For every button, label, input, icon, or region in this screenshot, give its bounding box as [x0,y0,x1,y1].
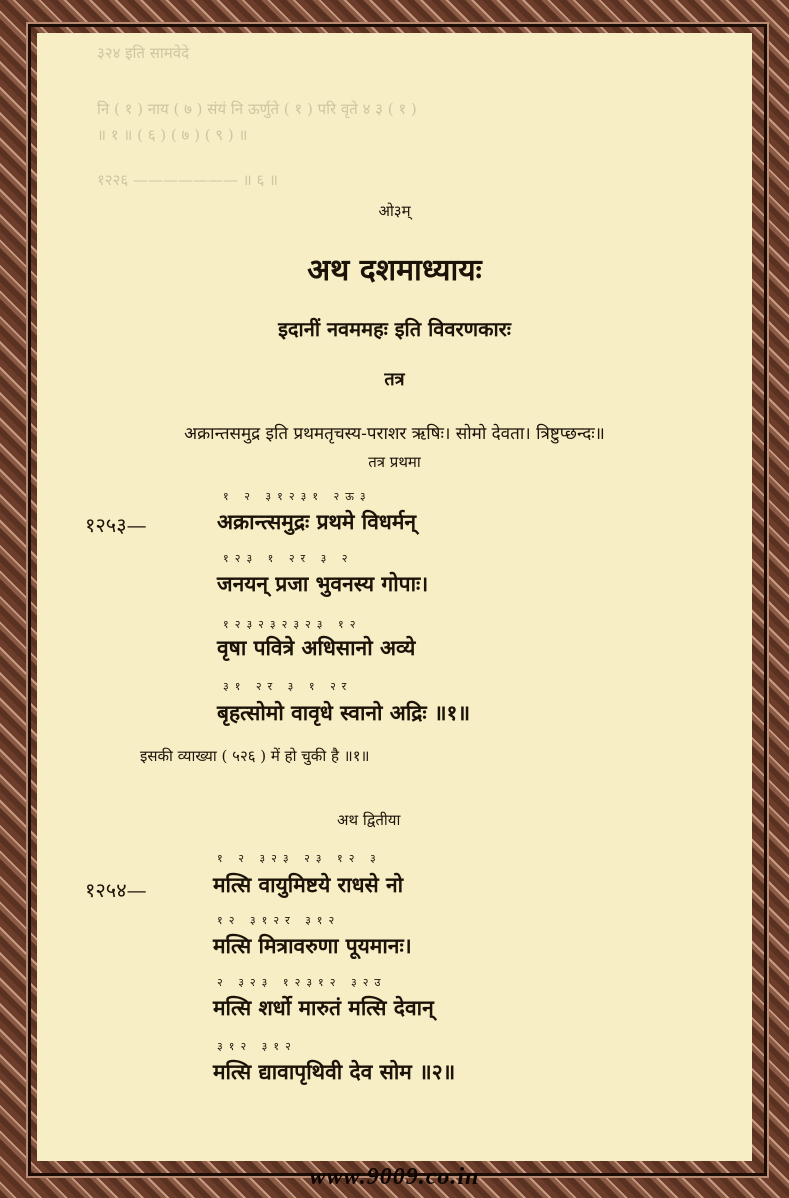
accent-marks: १ २ ३१२३१ २ऊ३ [223,490,372,503]
website-footer: www.9009.co.in [309,1164,480,1190]
bleed-through-text: ॥ १ ॥ ( ६ ) ( ७ ) ( ९ ) ॥ [97,126,248,144]
page [37,33,752,1161]
atha-dvitiya-label: अथ द्वितीया [337,811,401,829]
accent-marks: १ २ ३२३ २३ १२ ३ [217,852,382,865]
accent-marks: २ ३२३ १२३१२ ३२उ [217,976,387,989]
accent-marks: १२३ १ २र ३ २ [223,552,354,565]
verse-number: १२५४— [85,878,147,902]
verse-line: मत्सि द्यावापृथिवी देव सोम ॥२॥ [213,1059,456,1084]
verse-line: मत्सि मित्रावरुणा पूयमानः। [213,933,412,958]
tatra-prathama-label: तत्र प्रथमा [368,453,421,471]
accent-marks: ३१२ ३१२ [217,1040,297,1053]
bleed-through-text: १२२६ ——————— ॥ ६ ॥ [97,171,279,189]
verse-line: अक्रान्त्समुद्रः प्रथमे विधर्मन् [217,509,417,534]
verse-line: बृहत्सोमो वावृधे स्वानो अद्रिः ॥१॥ [217,700,471,725]
om-heading: ओ३म् [378,202,411,220]
bleed-through-text: नि ( १ ) नाय ( ७ ) संयं नि ऊर्णुते ( १ ) परि वृते ४ ३ ( १ ) [97,100,417,118]
accent-marks: १२ ३१२र ३१२ [217,914,341,927]
bleed-through-text: ३२४ इति सामवेदे [97,44,190,62]
accent-marks: ३१ २र ३ १ २र [223,680,353,693]
verse-line: वृषा पवित्रे अधिसानो अव्ये [217,635,416,660]
page-title: अथ दशमाध्यायः [307,253,482,288]
tatra-label: तत्र [384,369,405,390]
accent-marks: १२३२३२३२३ १२ [223,618,362,631]
intro-line: अक्रान्तसमुद्र इति प्रथमतृचस्य-पराशर ऋषिः। सोमो देवता। त्रिष्टुप्छन्दः॥ [184,424,605,444]
verse-line: मत्सि वायुमिष्टये राधसे नो [213,872,404,897]
verse-line: मत्सि शर्धो मारुतं मत्सि देवान् [213,995,434,1020]
verse-number: १२५३— [85,513,147,537]
subtitle: इदानीं नवममहः इति विवरणकारः [278,317,511,341]
verse-line: जनयन् प्रजा भुवनस्य गोपाः। [217,571,429,596]
commentary-note: इसकी व्याख्या ( ५२६ ) में हो चुकी है ॥१॥ [140,747,370,765]
